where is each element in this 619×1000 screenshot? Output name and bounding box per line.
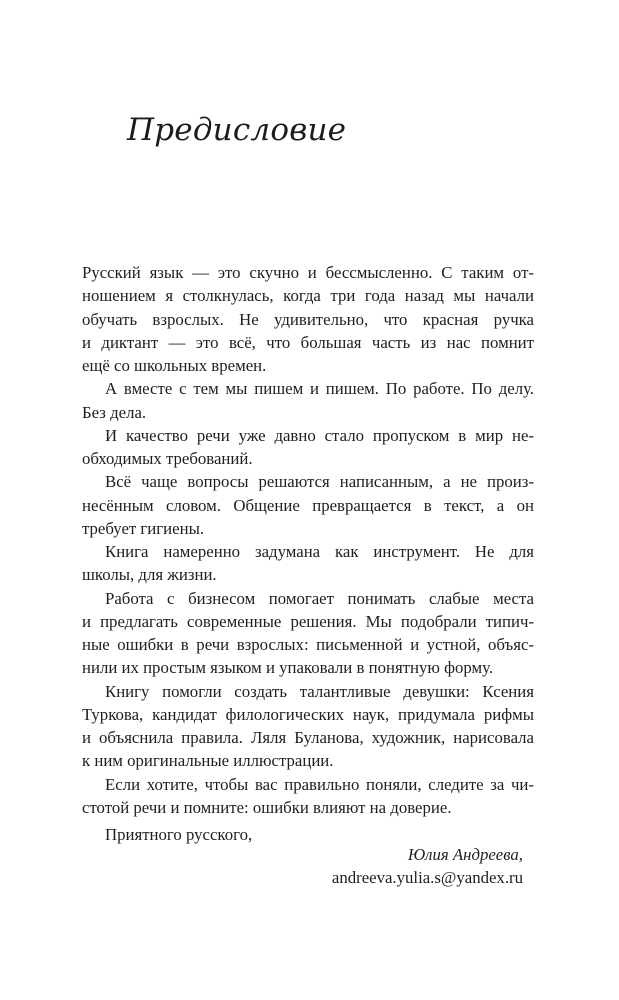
- page-title: Предисловие: [127, 112, 347, 148]
- paragraph: [82, 773, 534, 820]
- text-line: и объяснила правила. Ляля Буланова, художник, нарисовала: [82, 728, 534, 747]
- text-line: Если хотите, чтобы вас правильно поняли, следите за чи-: [105, 774, 534, 794]
- text-line: Без дела.: [82, 402, 147, 422]
- author-email: andreeva.yulia.s@yandex.ru: [331, 868, 523, 888]
- text-line: Туркова, кандидат филологических наук, придумала рифмы: [82, 704, 534, 724]
- text-line: А вместе с тем мы пишем и пишем. По работе. По делу.: [105, 379, 534, 399]
- text-line: Русский язык — это скучно и бессмысленно. С таким от-: [82, 263, 534, 282]
- text-line: Книга намеренно задумана как инструмент. Не для: [105, 542, 534, 561]
- paragraph: [82, 680, 534, 773]
- text-line: Книгу помогли создать талантливые девушки: Ксения: [105, 681, 534, 701]
- text-line: Работа с бизнесом помогает понимать слабые места: [105, 588, 534, 608]
- signature-block: [332, 843, 523, 890]
- text-line: Всё чаще вопросы решаются написанным, а не произ-: [105, 472, 534, 492]
- text-line: стотой речи и помните: ошибки влияют на доверие.: [82, 797, 452, 817]
- text-line: школы, для жизни.: [82, 565, 217, 585]
- paragraph: [82, 470, 534, 540]
- text-line: к ним оригинальные иллюстрации.: [82, 751, 334, 771]
- paragraph: [82, 261, 534, 377]
- text-line: и диктант — это всё, что большая часть из нас помнит: [82, 332, 534, 352]
- text-line: И качество речи уже давно стало пропуском в мир не-: [105, 425, 534, 445]
- text-line: и предлагать современные решения. Мы подобрали типич-: [82, 611, 534, 631]
- text-line: требует гигиены.: [82, 518, 205, 538]
- text-line: несённым словом. Общение превращается в текст, а он: [82, 495, 534, 515]
- closing-line: Приятного русского,: [105, 825, 253, 844]
- author-name: Юлия Андреева,: [407, 845, 523, 864]
- paragraph: [82, 540, 534, 587]
- paragraph: [82, 424, 534, 471]
- text-line: ещё со школьных времен.: [82, 356, 267, 375]
- paragraph: [82, 587, 534, 680]
- text-line: ные ошибки в речи взрослых: письменной и устной, объяс-: [82, 635, 534, 654]
- preface-body: [82, 261, 534, 846]
- text-line: ношением я столкнулась, когда три года назад мы начали: [82, 286, 534, 306]
- paragraph: [82, 377, 534, 424]
- text-line: обучать взрослых. Не удивительно, что красная ручка: [82, 309, 534, 329]
- text-line: обходимых требований.: [82, 449, 253, 468]
- text-line: нили их простым языком и упаковали в понятную форму.: [82, 658, 494, 678]
